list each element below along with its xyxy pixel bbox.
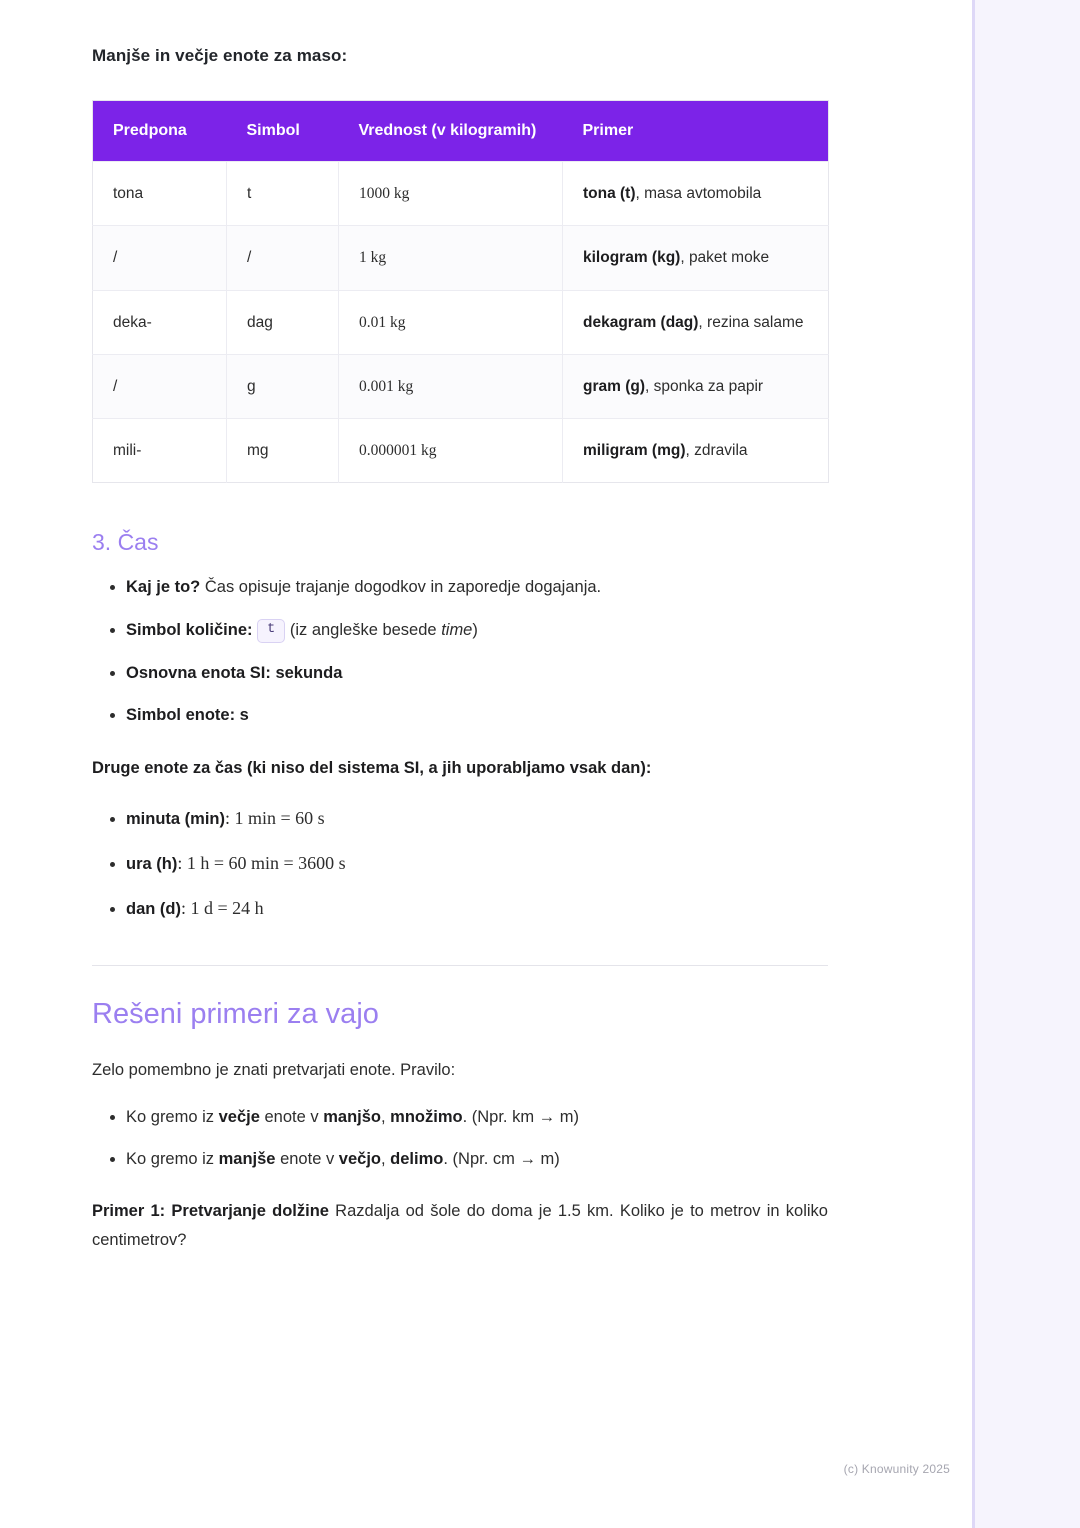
table-row: [93, 226, 829, 290]
mass-units-table: [92, 100, 829, 483]
rule-mid-2: ,: [381, 1107, 391, 1126]
list-item: [126, 660, 880, 687]
list-item-label: dan (d): [126, 899, 181, 918]
cell-primer: [563, 290, 829, 354]
examples-intro: Zelo pomembno je znati pretvarjati enote. Pravilo:: [92, 1060, 456, 1079]
list-item: [126, 849, 880, 878]
table-header-primer: Primer: [563, 101, 829, 162]
cell-primer-bold: tona (t): [583, 185, 636, 202]
table-row: [93, 354, 829, 418]
rule-mid: enote v: [259, 1107, 324, 1126]
other-time-units-lead: Druge enote za čas (ki niso del sistema SI, a jih uporabljamo vsak dan):: [92, 759, 652, 778]
cell-predpona: tona: [93, 162, 227, 226]
cell-primer-rest: , rezina salame: [698, 313, 804, 331]
list-item-text: : 1 min = 60 s: [225, 807, 325, 828]
table-header-simbol: Simbol: [227, 101, 339, 162]
list-item: [126, 1146, 880, 1173]
rule-bold-3: množimo: [390, 1107, 463, 1126]
rule-pre: Ko gremo iz: [126, 1150, 219, 1169]
cell-predpona: /: [93, 226, 227, 290]
cell-vrednost: 0.01 kg: [339, 290, 563, 354]
cell-simbol: g: [227, 354, 339, 418]
table-header-row: [93, 101, 829, 162]
primer-1-text: Razdalja od šole do doma je 1.5 km. Koliko je to metrov in koliko centimetrov?: [92, 1202, 828, 1249]
list-item: [126, 617, 880, 644]
cell-primer-bold: miligram (mg): [583, 442, 686, 459]
list-item: [126, 804, 880, 833]
table-row: [93, 162, 829, 226]
rule-mid-2: ,: [381, 1150, 391, 1169]
rule-bold-1: manjše: [218, 1150, 276, 1169]
list-item-label: minuta (min): [126, 809, 225, 828]
cell-predpona: deka-: [93, 290, 227, 354]
list-item: [126, 894, 880, 923]
cell-simbol: t: [227, 162, 339, 226]
cell-primer-rest: , masa avtomobila: [635, 185, 762, 202]
cell-primer: [563, 226, 829, 290]
cell-vrednost: 1000 kg: [339, 162, 563, 226]
list-item-italic: time: [441, 620, 473, 639]
cell-primer-bold: kilogram (kg): [583, 249, 681, 267]
rule-post: . (Npr. km → m): [462, 1107, 580, 1126]
list-item-paren-open: (iz angleške besede: [289, 620, 442, 639]
rule-bold-2: večjo: [338, 1150, 381, 1169]
other-time-units-list: [92, 804, 880, 923]
list-item: [126, 702, 880, 729]
list-item: [126, 574, 880, 601]
cell-primer-rest: , sponka za papir: [645, 377, 764, 395]
cas-list: [92, 574, 880, 729]
list-item-text: : 1 d = 24 h: [181, 897, 264, 918]
cell-primer-rest: , paket moke: [680, 249, 770, 267]
rule-bold-1: večje: [218, 1107, 260, 1126]
page-side-strip: [972, 0, 1080, 1528]
table-row: [93, 290, 829, 354]
cell-simbol: /: [227, 226, 339, 290]
list-item-text: : 1 h = 60 min = 3600 s: [177, 852, 346, 873]
list-item-label: Simbol enote: s: [126, 706, 249, 725]
heading-cas: 3. Čas: [92, 529, 159, 556]
section-lead-text: Manjše in večje enote za maso:: [92, 46, 348, 65]
heading-reseni-primeri: Rešeni primeri za vajo: [92, 997, 379, 1030]
rule-post: . (Npr. cm → m): [443, 1150, 560, 1169]
table-row: [93, 419, 829, 483]
primer-1-label: Primer 1: Pretvarjanje dolžine: [92, 1202, 329, 1221]
cell-primer-bold: gram (g): [583, 377, 645, 395]
cell-predpona: mili-: [93, 419, 227, 483]
rule-pre: Ko gremo iz: [126, 1107, 219, 1126]
cell-simbol: dag: [227, 290, 339, 354]
rule-bold-3: delimo: [390, 1150, 444, 1169]
cell-primer-rest: , zdravila: [685, 442, 748, 459]
rule-bold-2: manjšo: [323, 1107, 381, 1126]
table-header-predpona: Predpona: [93, 101, 227, 162]
conversion-rules-list: [92, 1104, 880, 1173]
cell-primer: [563, 419, 829, 483]
side-strip-edge: [972, 0, 975, 1528]
cell-vrednost: 0.000001 kg: [339, 419, 563, 483]
list-item: [126, 1104, 880, 1131]
list-item-label: Simbol količine:: [126, 620, 253, 639]
rule-mid: enote v: [275, 1150, 339, 1169]
list-item-text: Čas opisuje trajanje dogodkov in zaporedje dogajanja.: [200, 578, 602, 597]
list-item-label: Kaj je to?: [126, 578, 201, 597]
symbol-code-chip: t: [257, 619, 285, 643]
list-item-label: ura (h): [126, 854, 178, 873]
cell-primer-bold: dekagram (dag): [583, 313, 699, 331]
section-divider: [92, 965, 828, 966]
primer-1-paragraph: [92, 1197, 828, 1254]
cell-vrednost: 0.001 kg: [339, 354, 563, 418]
list-item-paren-close: ): [472, 620, 478, 639]
cell-simbol: mg: [227, 419, 339, 483]
cell-vrednost: 1 kg: [339, 226, 563, 290]
copyright-footer: (c) Knowunity 2025: [843, 1462, 950, 1476]
cell-predpona: /: [93, 354, 227, 418]
cell-primer: [563, 354, 829, 418]
table-header: [93, 101, 829, 162]
cell-primer: [563, 162, 829, 226]
list-item-label: Osnovna enota SI: sekunda: [126, 663, 343, 682]
table-body: [93, 162, 829, 483]
table-header-vrednost: Vrednost (v kilogramih): [339, 101, 563, 162]
